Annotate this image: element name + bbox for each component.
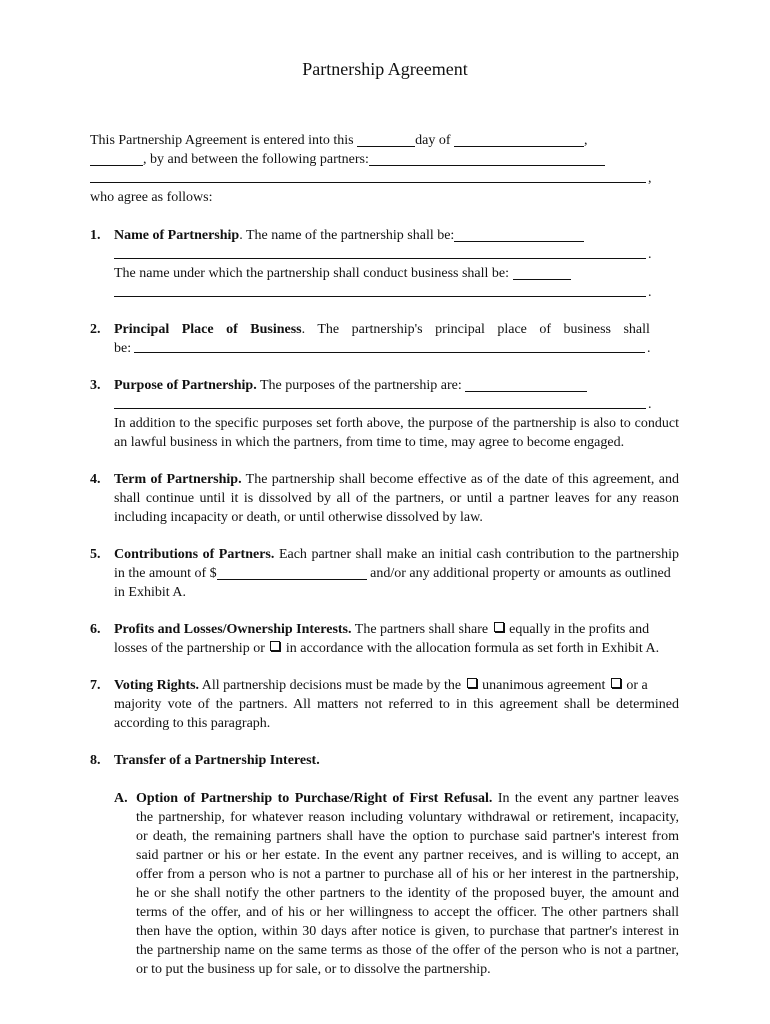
intro-line-1 bbox=[90, 131, 588, 150]
section-3-line-3: In addition to the specific purposes set forth above, the purpose of the partnership is also to conduct bbox=[114, 416, 679, 431]
section-7-line-1 bbox=[114, 676, 648, 695]
section-2-heading: Principal Place of Business bbox=[114, 322, 302, 337]
section-6-text: The partners shall share bbox=[351, 622, 489, 637]
equal-share-checkbox[interactable] bbox=[494, 622, 504, 632]
section-8-heading-text: Transfer of a Partnership Interest. bbox=[114, 753, 320, 768]
section-4-number: 4. bbox=[90, 472, 101, 487]
section-1-number: 1. bbox=[90, 228, 101, 243]
section-3-number: 3. bbox=[90, 378, 101, 393]
intro-line-2 bbox=[90, 150, 605, 169]
section-2-text: . The partnership's principal place of business shall bbox=[301, 322, 650, 337]
purposes-line[interactable] bbox=[114, 408, 646, 409]
period: . bbox=[648, 397, 652, 412]
cash-amount-blank[interactable] bbox=[217, 565, 367, 580]
section-3-line-1 bbox=[114, 376, 587, 395]
section-4-line-2: shall continue until it is dissolved by all of the partners, or until a partner leaves for any reason bbox=[114, 491, 679, 506]
section-7-text: unanimous agreement bbox=[482, 678, 606, 693]
section-6-line-1 bbox=[114, 620, 649, 639]
subsection-a-line-9: the partnership name on the same terms as those of the offer of the person who is not a partner, bbox=[136, 943, 679, 958]
section-1-text: The name under which the partnership shall conduct business shall be: bbox=[114, 266, 510, 281]
section-5-heading: Contributions of Partners. bbox=[114, 547, 275, 562]
business-name-line[interactable] bbox=[114, 296, 646, 297]
subsection-a-line-3: or death, the remaining partners shall have the option to purchase said partner's interest from bbox=[136, 829, 679, 844]
intro-text: day of bbox=[415, 133, 451, 148]
document-title: Partnership Agreement bbox=[302, 59, 468, 79]
section-5-text: Each partner shall make an initial cash contribution to the partnership bbox=[274, 547, 679, 562]
section-1-line-3 bbox=[114, 264, 571, 283]
section-6-text: in accordance with the allocation formula as set forth in Exhibit A. bbox=[285, 641, 660, 656]
month-blank[interactable] bbox=[454, 132, 584, 147]
section-7-line-2: majority vote of the partners. All matters not referred to in this agreement shall be determined bbox=[114, 697, 679, 712]
partners-blank-line[interactable] bbox=[90, 182, 646, 183]
section-8-heading bbox=[114, 751, 320, 770]
subsection-a-line-4: said partner or his or her estate. In the event any partner receives, and is willing to accept, an bbox=[136, 848, 679, 863]
section-3-text: The purposes of the partnership are: bbox=[256, 378, 462, 393]
subsection-a-line-7: terms of the offer, and of his or her willingness to accept the officer. The other partners shall bbox=[136, 905, 679, 920]
subsection-a-line-10: or to put the business up for sale, or to dissolve the partnership. bbox=[136, 962, 491, 977]
section-2-line-2: be: bbox=[114, 341, 132, 356]
section-3-heading: Purpose of Partnership. bbox=[114, 378, 257, 393]
subsection-a-letter: A. bbox=[114, 791, 128, 806]
majority-checkbox[interactable] bbox=[611, 678, 621, 688]
section-5-text: in the amount of $ bbox=[114, 566, 217, 581]
section-2-line-1 bbox=[114, 320, 679, 339]
purposes-blank[interactable] bbox=[465, 377, 587, 392]
section-5-line-2 bbox=[114, 564, 671, 583]
business-name-blank[interactable] bbox=[513, 265, 571, 280]
section-5-line-1 bbox=[114, 545, 679, 564]
section-1-text: . The name of the partnership shall be: bbox=[239, 228, 455, 243]
partners-blank[interactable] bbox=[369, 151, 605, 166]
intro-text: , by and between the following partners: bbox=[143, 152, 369, 167]
section-4-line-1 bbox=[114, 470, 679, 489]
section-6-text: equally in the profits and bbox=[509, 622, 650, 637]
intro-text: This Partnership Agreement is entered into this bbox=[90, 133, 354, 148]
section-5-text: and/or any additional property or amounts as outlined bbox=[366, 566, 671, 581]
day-blank[interactable] bbox=[357, 132, 415, 147]
section-5-line-3: in Exhibit A. bbox=[114, 585, 186, 600]
period: . bbox=[648, 247, 652, 262]
period: . bbox=[648, 285, 652, 300]
section-6-line-2 bbox=[114, 639, 659, 658]
section-6-number: 6. bbox=[90, 622, 101, 637]
section-8-number: 8. bbox=[90, 753, 101, 768]
intro-text: , bbox=[584, 133, 588, 148]
section-2-number: 2. bbox=[90, 322, 101, 337]
subsection-a-line-8: then have the option, within 30 days after notice is given, to purchase that partner's interest in bbox=[136, 924, 679, 939]
unanimous-checkbox[interactable] bbox=[467, 678, 477, 688]
section-1-line-1 bbox=[114, 226, 584, 245]
section-7-heading: Voting Rights. bbox=[114, 678, 200, 693]
section-7-line-3: according to this paragraph. bbox=[114, 716, 271, 731]
principal-place-line[interactable] bbox=[134, 352, 645, 353]
section-4-text: The partnership shall become effective as of the date of this agreement, and bbox=[241, 472, 679, 487]
section-7-text: or a bbox=[626, 678, 648, 693]
section-7-number: 7. bbox=[90, 678, 101, 693]
section-1-heading: Name of Partnership bbox=[114, 228, 240, 243]
subsection-a-text: In the event any partner leaves bbox=[492, 791, 679, 806]
section-5-number: 5. bbox=[90, 547, 101, 562]
section-6-text: losses of the partnership or bbox=[114, 641, 265, 656]
section-4-heading: Term of Partnership. bbox=[114, 472, 242, 487]
subsection-a-heading: Option of Partnership to Purchase/Right of First Refusal. bbox=[136, 791, 493, 806]
intro-line-4: who agree as follows: bbox=[90, 190, 213, 205]
subsection-a-line-6: he or she shall notify the other partners to the identity of the proposed buyer, the amount and bbox=[136, 886, 679, 901]
intro-comma: , bbox=[648, 171, 652, 186]
allocation-formula-checkbox[interactable] bbox=[270, 641, 280, 651]
section-6-heading: Profits and Losses/Ownership Interests. bbox=[114, 622, 352, 637]
subsection-a-line-2: the partnership, for whatever reason including voluntary withdrawal or retirement, incapacity, bbox=[136, 810, 679, 825]
subsection-a-line-5: offer from a person who is not a partner to purchase all of his or her interest in the partnership, bbox=[136, 867, 679, 882]
subsection-a-line-1 bbox=[136, 789, 679, 808]
section-4-line-3: including incapacity or death, or until otherwise dissolved by law. bbox=[114, 510, 483, 525]
period: . bbox=[647, 341, 651, 356]
section-3-line-4: an lawful business in which the partners, from time to time, may agree to become engaged. bbox=[114, 435, 625, 450]
partnership-name-line[interactable] bbox=[114, 258, 646, 259]
year-blank[interactable] bbox=[90, 151, 143, 166]
partnership-name-blank[interactable] bbox=[454, 227, 584, 242]
section-7-text: All partnership decisions must be made by the bbox=[199, 678, 462, 693]
